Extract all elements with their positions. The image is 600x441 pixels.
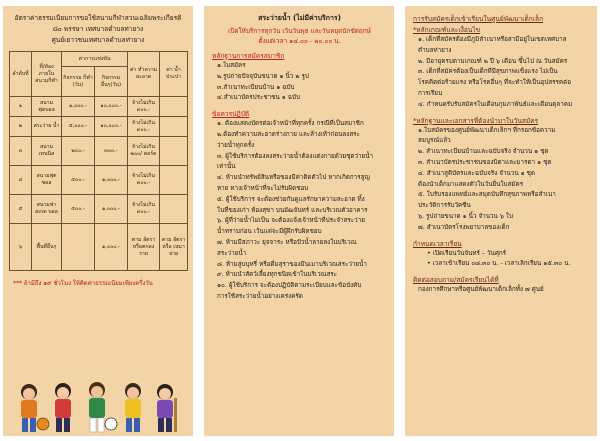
row-fee-sport: ๕๐๐.-: [62, 166, 95, 195]
table-row: [10, 195, 188, 224]
fee-title-line: อัตราค่าธรรมเนียมการขอใช้สนามกีฬาสวนเฉลิมพระเกียรติ: [14, 14, 182, 22]
row-fee-sport: ๑,๐๐๐.-: [62, 97, 95, 117]
membership-doc-item: ๔.สำเนาบัตรประชาชน ๑ ฉบับ: [217, 94, 301, 102]
row-fee-other: ๑๐,๐๐๐.-: [95, 97, 128, 117]
row-facility: สระว่าย น้ำ: [32, 117, 62, 137]
col-fee-other: กิจกรรม อื่นๆ(วัน): [95, 67, 128, 97]
document-line: ๗. สำเนาบัตรโรงพยาบาลของเด็ก: [418, 223, 510, 231]
pool-rule-line: เท่านั้น: [217, 163, 236, 171]
table-row: [10, 117, 188, 137]
row-facility: สนาม เทนนิส: [32, 137, 62, 166]
fee-table-body: [10, 97, 188, 271]
schedule-line: • เปิดเรียนวันจันทร์ – วันศุกร์: [427, 249, 507, 257]
col-order: ลำดับที่: [10, 52, 32, 97]
row-number: ๒: [10, 117, 32, 137]
documents-heading: *หลักฐานและเอกสารที่ต้องนำมาในวันสมัคร: [413, 116, 539, 125]
row-fee-other: ๑,๐๐๐.-: [95, 166, 128, 195]
criteria-line: การเรียน: [418, 89, 443, 97]
criteria-line: ๓. เด็กที่สมัครต้องเป็นเด็กที่มีสุขภาพแข็งแรง ไม่เป็น: [418, 68, 558, 76]
col-fee-group: ค่าการแข่งขัน: [62, 52, 128, 67]
row-electricity: [160, 195, 188, 224]
table-row: [10, 137, 188, 166]
document-line: ๖. รูปถ่ายขนาด ๑ นิ้ว จำนวน ๖ ใบ: [418, 212, 513, 220]
row-cleaning: ตาม อัตรา หรือตกลง ราย: [128, 224, 160, 271]
pool-rule-line: ว่ายน้ำทุกครั้ง: [217, 141, 255, 149]
enrollment-title: การรับสมัครเด็กเข้าเรียนในศูนย์พัฒนาเด็กเล็ก: [413, 15, 544, 23]
col-cleaning: ค่า ทำความสะอาด: [128, 52, 160, 97]
row-facility: สนามฟา สเกต บอล: [32, 195, 62, 224]
schedule-heading: กำหนดเวลาเรียน: [413, 239, 462, 248]
fee-title: [9, 13, 187, 46]
row-facility: สนาม ฟุตบอล: [32, 97, 62, 117]
fee-table: [9, 51, 188, 271]
criteria-line: ๒. มีอายุครบตามเกณฑ์ ๒ ปี ๖ เดือน ขึ้นไป ณ วันสมัคร: [418, 57, 568, 65]
enrollment-panel: [405, 6, 597, 436]
pool-rule-line: ๔. ห้ามนำทรัพย์สินหรือของมีค่าติดตัวไป หากเกิดการสูญ: [217, 174, 370, 182]
document-line: ต้องนำเด็กมาแสดงตัวในวันยื่นใบสมัคร: [418, 180, 524, 188]
row-facility: พื้นที่อื่นๆ: [32, 224, 62, 271]
col-fee-sport: กิจกรรม กีฬา (วัน): [62, 67, 95, 97]
pool-rule-line: ๙. ห้ามนำสัตว์เลี้ยงทุกชนิดเข้าในบริเวณสระ: [217, 271, 338, 279]
fee-note: *** ถ้ามีถึง ๑๙ ชั่วโมง ให้คิดค่าธรรมเนียมเพียงครึ่งวัน: [13, 280, 153, 287]
pool-rule-line: ๓. ผู้ใช้บริการต้องลงสระว่ายน้ำต้องแต่งกายด้วยชุดว่ายน้ำ: [217, 152, 374, 160]
fee-title-line: ศูนย์เยาวชนเทศบาลตำบลท่ายาง: [51, 36, 145, 44]
table-row: [10, 224, 188, 271]
schedule-line: • เวลาเข้าเรียน ๐๘.๓๐ น. - เวลาเลิกเรียน ๑๕.๓๐ น.: [427, 260, 571, 268]
row-electricity: [160, 97, 188, 117]
opening-line: ตั้งแต่เวลา ๑๔.๐๐ - ๒๐.๐๐ น.: [258, 37, 341, 45]
pool-rules-list: [212, 119, 387, 303]
pool-rules-heading: ข้อควรปฏิบัติ: [212, 110, 250, 119]
opening-line: เปิดให้บริการทุกวัน เว้นวันพุธ และวันหยุดนักขัตฤกษ์: [228, 27, 371, 35]
pool-rule-line: ๗. ห้ามมีสภาวะ ยุจจาระ หรือปัวน้ำลายลงในบริเวณ: [217, 238, 357, 246]
document-line: ๔. สำเนาสูติบัตรและฉบับจริง จำนวน ๑ ชุด: [418, 169, 536, 177]
col-electricity: ค่า น้ำประปา: [160, 52, 188, 97]
children-illustration: [11, 378, 185, 434]
row-fee-sport: ๕,๐๐๐.-: [62, 117, 95, 137]
document-line: ๒. สำเนาทะเบียนบ้านและฉบับจริง จำนวน ๑ ชุด: [418, 148, 549, 156]
child-figure: [21, 384, 49, 432]
child-figure: [157, 384, 177, 432]
row-cleaning: จ้างไม่เกิน ๓๐๐.-: [128, 117, 160, 137]
fee-panel: [3, 6, 193, 436]
col-type: ที่/ห้อง ภายใน สนามกีฬา: [32, 52, 62, 97]
row-number: ๕: [10, 195, 32, 224]
row-cleaning: จ้างไม่เกิน ๓๐๐.-: [128, 97, 160, 117]
row-electricity: [160, 166, 188, 195]
membership-docs-list: [212, 61, 387, 104]
pool-rule-line: การใช้สระว่ายน้ำอย่างเคร่งครัด: [217, 292, 303, 300]
criteria-line: ตำบลท่ายาง: [418, 46, 452, 54]
pool-rule-line: ในที่ของเก่า ห้องสุขา บนอัฒจันทร์ และบริเวณตัวอาคาร: [217, 206, 368, 214]
row-fee-other: ๑,๐๐๐.-: [95, 195, 128, 224]
pool-rule-line: ๕. ผู้ใช้บริการ จะต้องช่วยกันดูแลรักษาความสะอาด ทิ้ง: [217, 195, 365, 203]
child-figure: [125, 383, 141, 432]
membership-doc-item: ๒.รูปถ่ายปัจจุบันขนาด ๑ นิ้ว ๒ รูป: [217, 72, 309, 80]
row-cleaning: จ้างไม่เกิน ๓๐๐.-: [128, 166, 160, 195]
pool-rule-line: ๘. ห้ามสูบบุหรี่ หรือดื่มสุราของมึนเมาบริเวณสระว่ายน้ำ: [217, 260, 367, 268]
criteria-line: ๔. กำหนดรับรับสมัครในเดือนกุมภาพันธ์และเดือนตุลาคม: [418, 100, 573, 108]
row-fee-other: ๑๐,๐๐๐.-: [95, 117, 128, 137]
table-row: [10, 97, 188, 117]
pool-rule-line: น้ำทราบก่อน เว้นแต่จะมีผู้ฝึกรับผิดชอบ: [217, 228, 322, 236]
criteria-list: [413, 35, 591, 111]
pool-title: สระว่ายน้ำ (ไม่มีค่าบริการ): [258, 14, 341, 22]
row-fee-sport: [62, 224, 95, 271]
document-line: ๑.ใบสมัครของศูนย์พัฒนาเด็กเล็กฯ ที่กรอกข้อความ: [418, 126, 556, 134]
row-fee-sport: ๕๐๐.-: [62, 195, 95, 224]
documents-list: [413, 126, 591, 234]
criteria-line: โรคติดต่อร้ายแรง หรือโรคอื่นๆ ที่จะทำให้เป็นอุปสรรคต่อ: [418, 79, 571, 87]
pool-rule-line: สระว่ายน้ำ: [217, 249, 247, 257]
row-number: ๖: [10, 224, 32, 271]
contact-heading: ติดต่อสอบถาม/สมัครเรียนได้ที่: [413, 276, 499, 285]
row-number: ๔: [10, 166, 32, 195]
row-fee-other: ๓๐๐.-: [95, 137, 128, 166]
row-electricity: [160, 117, 188, 137]
pool-rule-line: หาย ทางเจ้าหน้าที่จะไม่รับผิดชอบ: [217, 184, 309, 192]
document-line: สมบูรณ์แล้ว: [418, 137, 451, 145]
table-row: [10, 166, 188, 195]
fee-title-line: ๘๐ พรรษา เทศบาลตำบลท่ายาง: [52, 25, 144, 33]
child-figure: [55, 383, 71, 432]
contact-text: กองการศึกษาหรือศูนย์พัฒนาเด็กเล็กทั้ง ๗ ศูนย์: [418, 286, 544, 294]
criteria-heading: *หลักเกณฑ์และเงื่อนไข: [413, 26, 481, 34]
child-figure: [89, 382, 117, 432]
row-number: ๑: [10, 97, 32, 117]
document-line: ประวัติการรับวัคซีน: [418, 202, 471, 210]
membership-doc-item: ๓.สำเนาทะเบียนบ้าน ๑ ฉบับ: [217, 83, 295, 91]
row-electricity: ตาม อัตรา หรือ เหมา จ่าย: [160, 224, 188, 271]
membership-docs-heading: หลักฐานการสมัครสมาชิก: [212, 52, 285, 60]
criteria-line: ๑. เด็กที่สมัครต้องมีภูมิลำเนาหรือสามีอยู่ในเขตเทศบาล: [418, 36, 567, 43]
pool-panel: [204, 6, 394, 436]
row-number: ๓: [10, 137, 32, 166]
pool-rule-line: ๑๐. ผู้ใช้บริการ จะต้องปฏิบัติตามระเบียบและข้อบังคับ: [217, 282, 362, 290]
row-cleaning: จ้างไม่เกิน ๒๐๐/ คอร์ด: [128, 137, 160, 166]
membership-doc-item: ๑.ใบสมัคร: [217, 62, 246, 69]
pool-rule-line: ๑. ต้องแสดงบัตรต่อเจ้าหน้าที่ทุกครั้ง กรณีที่เป็นสมาชิก: [217, 120, 364, 128]
schedule-list: [413, 249, 591, 271]
row-cleaning: จ้างไม่เกิน ๓๐๐.-: [128, 195, 160, 224]
document-line: ๕. ใบรับรองแพทย์และสมุดบันทึกสุขภาพหรือสำเนา: [418, 191, 556, 199]
pool-rule-line: ๖. ผู้ที่ว่ายน้ำไม่เป็น จะต้องแจ้งเจ้าหน้าที่ประจำสระว่าย: [217, 217, 365, 225]
document-line: ๓. สำเนาบัตรประชาชนของบิดาและมารดา ๑ ชุด: [418, 158, 552, 166]
row-fee-sport: ๒๐๐.-: [62, 137, 95, 166]
row-fee-other: ๑,๐๐๐.-: [95, 224, 128, 271]
pool-opening-hours: [212, 26, 387, 46]
pool-rule-line: ๒.ต้องทำความสะอาดร่างกาย และล้างเท้าก่อนลงสระ: [217, 130, 360, 138]
row-electricity: [160, 137, 188, 166]
row-facility: สนามฟุต ซอล: [32, 166, 62, 195]
